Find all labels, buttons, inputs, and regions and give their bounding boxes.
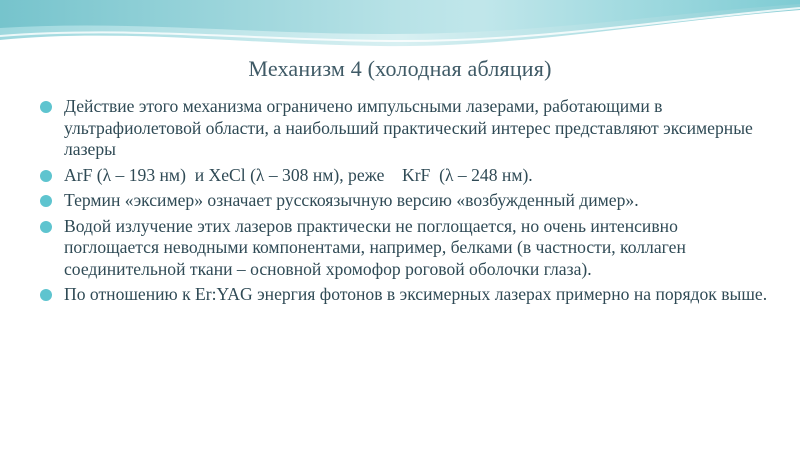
bullet-dot-icon xyxy=(40,289,52,301)
bullet-text: ArF (λ – 193 нм) и XeCl (λ – 308 нм), реже KrF (λ – 248 нм). xyxy=(64,164,533,185)
bullet-dot-icon xyxy=(40,195,52,207)
bullet-item xyxy=(40,96,770,161)
bullet-dot-icon xyxy=(40,221,52,233)
bullet-dot-icon xyxy=(40,101,52,113)
bullet-item xyxy=(40,284,770,306)
bullet-item xyxy=(40,165,770,187)
bullet-list xyxy=(40,96,770,310)
slide-title: Механизм 4 (холодная абляция) xyxy=(248,56,552,81)
bullet-item xyxy=(40,190,770,212)
bullet-item xyxy=(40,216,770,281)
bullet-text: Водой излучение этих лазеров практически не поглощается, но очень интенсивно поглощается неводными компонентами, например, белками (в частности, коллаген соединительной ткани – основной хромофор роговой оболочки глаза). xyxy=(64,215,686,279)
header-wave-decoration xyxy=(0,0,800,60)
bullet-text: Термин «эксимер» означает русскоязычную версию «возбужденный димер». xyxy=(64,190,639,210)
bullet-text: По отношению к Er:YAG энергия фотонов в эксимерных лазерах примерно на порядок выше. xyxy=(64,284,768,304)
bullet-text: Действие этого механизма ограничено импульсными лазерами, работающими в ультрафиолетовой области, а наибольший практический интерес представляют эксимерные лазеры xyxy=(64,96,753,159)
bullet-dot-icon xyxy=(40,170,52,182)
